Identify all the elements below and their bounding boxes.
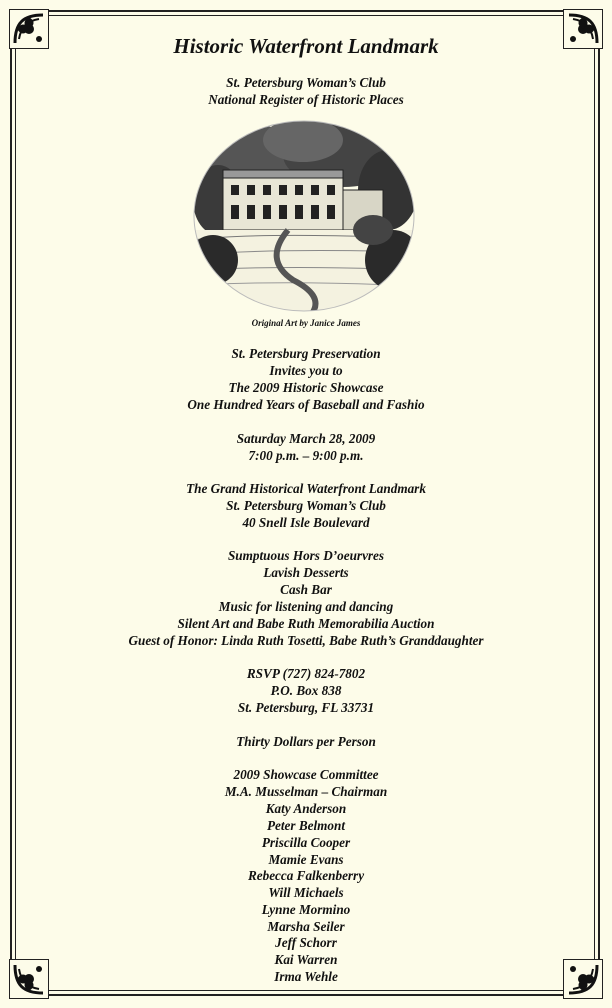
committee-member: Lynne Mormino xyxy=(261,902,351,917)
page-title: Historic Waterfront Landmark xyxy=(173,34,439,58)
committee-member: Katy Anderson xyxy=(265,801,347,816)
committee-member: Peter Belmont xyxy=(266,818,346,833)
committee-member: Rebecca Falkenberry xyxy=(247,868,365,883)
feature-line: Silent Art and Babe Ruth Memorabilia Auction xyxy=(177,616,435,631)
committee-member: Priscilla Cooper xyxy=(261,835,351,850)
committee-heading: 2009 Showcase Committee xyxy=(233,767,379,782)
committee-member: Irma Wehle xyxy=(274,969,338,984)
art-caption: Original Art by Janice James xyxy=(251,318,361,328)
feature-line: Cash Bar xyxy=(280,582,332,597)
rsvp-address: P.O. Box 838 xyxy=(270,683,342,698)
feature-line: Lavish Desserts xyxy=(263,565,349,580)
feature-line: Music for listening and dancing xyxy=(218,599,394,614)
register-note: National Register of Historic Places xyxy=(208,92,404,107)
feature-line: Guest of Honor: Linda Ruth Tosetti, Babe Ruth’s Granddaughter xyxy=(128,633,484,648)
feature-line: Sumptuous Hors D’oeurvres xyxy=(227,548,385,563)
club-name: St. Petersburg Woman’s Club xyxy=(226,75,386,90)
rsvp-city: St. Petersburg, FL 33731 xyxy=(237,700,375,715)
invitation-line: The 2009 Historic Showcase xyxy=(228,380,384,395)
event-date: Saturday March 28, 2009 xyxy=(236,431,376,446)
committee-member: Marsha Seiler xyxy=(267,919,345,934)
ticket-price: Thirty Dollars per Person xyxy=(236,734,376,749)
invitation-line: One Hundred Years of Baseball and Fashio xyxy=(187,397,425,412)
committee-member: Mamie Evans xyxy=(268,852,344,867)
venue-line: St. Petersburg Woman’s Club xyxy=(226,498,386,513)
venue-line: 40 Snell Isle Boulevard xyxy=(242,515,370,530)
event-time: 7:00 p.m. – 9:00 p.m. xyxy=(248,448,364,463)
committee-member: M.A. Musselman – Chairman xyxy=(224,784,388,799)
clubhouse-illustration xyxy=(193,120,415,312)
rsvp-phone: RSVP (727) 824-7802 xyxy=(246,666,366,681)
venue-line: The Grand Historical Waterfront Landmark xyxy=(186,481,426,496)
committee-member: Kai Warren xyxy=(274,952,338,967)
invitation-line: Invites you to xyxy=(269,363,343,378)
invitation-line: St. Petersburg Preservation xyxy=(231,346,381,361)
committee-member: Will Michaels xyxy=(268,885,344,900)
committee-member: Jeff Schorr xyxy=(275,935,337,950)
